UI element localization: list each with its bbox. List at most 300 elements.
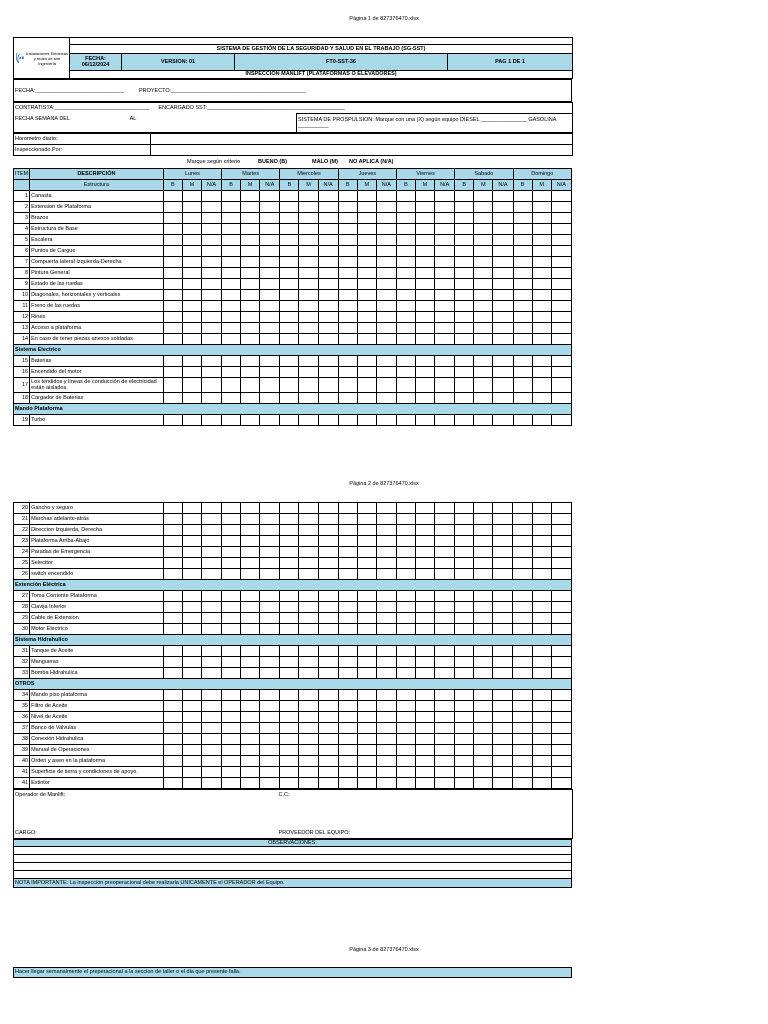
check-cell[interactable]	[513, 334, 532, 345]
check-cell[interactable]	[493, 323, 513, 334]
check-cell[interactable]	[201, 547, 221, 558]
check-cell[interactable]	[299, 323, 318, 334]
check-cell[interactable]	[513, 279, 532, 290]
check-cell[interactable]	[513, 536, 532, 547]
check-cell[interactable]	[318, 745, 338, 756]
check-cell[interactable]	[396, 367, 415, 378]
check-cell[interactable]	[532, 246, 551, 257]
check-cell[interactable]	[280, 367, 299, 378]
check-cell[interactable]	[493, 602, 513, 613]
check-cell[interactable]	[222, 334, 241, 345]
check-cell[interactable]	[357, 257, 376, 268]
check-cell[interactable]	[163, 701, 182, 712]
check-cell[interactable]	[396, 334, 415, 345]
check-cell[interactable]	[280, 334, 299, 345]
check-cell[interactable]	[551, 356, 571, 367]
check-cell[interactable]	[376, 301, 396, 312]
check-cell[interactable]	[318, 246, 338, 257]
check-cell[interactable]	[182, 558, 201, 569]
check-cell[interactable]	[376, 202, 396, 213]
check-cell[interactable]	[474, 191, 493, 202]
check-cell[interactable]	[474, 224, 493, 235]
check-cell[interactable]	[551, 569, 571, 580]
check-cell[interactable]	[416, 734, 435, 745]
check-cell[interactable]	[435, 778, 455, 789]
check-cell[interactable]	[182, 690, 201, 701]
check-cell[interactable]	[318, 301, 338, 312]
check-cell[interactable]	[241, 723, 260, 734]
check-cell[interactable]	[357, 613, 376, 624]
check-cell[interactable]	[513, 191, 532, 202]
check-cell[interactable]	[357, 569, 376, 580]
check-cell[interactable]	[357, 591, 376, 602]
check-cell[interactable]	[513, 235, 532, 246]
check-cell[interactable]	[260, 547, 280, 558]
check-cell[interactable]	[376, 767, 396, 778]
check-cell[interactable]	[493, 213, 513, 224]
check-cell[interactable]	[222, 624, 241, 635]
check-cell[interactable]	[455, 378, 474, 393]
cc-field[interactable]: C.C:	[278, 790, 573, 813]
check-cell[interactable]	[241, 191, 260, 202]
check-cell[interactable]	[532, 657, 551, 668]
check-cell[interactable]	[416, 378, 435, 393]
check-cell[interactable]	[376, 213, 396, 224]
check-cell[interactable]	[338, 745, 357, 756]
check-cell[interactable]	[513, 701, 532, 712]
check-cell[interactable]	[241, 734, 260, 745]
check-cell[interactable]	[513, 558, 532, 569]
check-cell[interactable]	[163, 745, 182, 756]
check-cell[interactable]	[260, 745, 280, 756]
check-cell[interactable]	[551, 268, 571, 279]
check-cell[interactable]	[455, 356, 474, 367]
check-cell[interactable]	[222, 514, 241, 525]
check-cell[interactable]	[551, 290, 571, 301]
check-cell[interactable]	[241, 525, 260, 536]
check-cell[interactable]	[474, 723, 493, 734]
check-cell[interactable]	[416, 235, 435, 246]
check-cell[interactable]	[493, 613, 513, 624]
check-cell[interactable]	[201, 602, 221, 613]
check-cell[interactable]	[357, 213, 376, 224]
check-cell[interactable]	[376, 246, 396, 257]
encargado-field[interactable]: ENCARGADO SST:_____________________________________________	[158, 105, 345, 111]
check-cell[interactable]	[182, 323, 201, 334]
operador-field[interactable]: Operador de Manlift:	[14, 790, 278, 813]
check-cell[interactable]	[416, 624, 435, 635]
check-cell[interactable]	[396, 525, 415, 536]
check-cell[interactable]	[260, 224, 280, 235]
check-cell[interactable]	[455, 646, 474, 657]
check-cell[interactable]	[396, 613, 415, 624]
check-cell[interactable]	[338, 378, 357, 393]
check-cell[interactable]	[455, 257, 474, 268]
check-cell[interactable]	[280, 536, 299, 547]
check-cell[interactable]	[260, 646, 280, 657]
check-cell[interactable]	[338, 334, 357, 345]
check-cell[interactable]	[376, 367, 396, 378]
check-cell[interactable]	[299, 591, 318, 602]
check-cell[interactable]	[182, 415, 201, 426]
check-cell[interactable]	[163, 723, 182, 734]
check-cell[interactable]	[513, 690, 532, 701]
check-cell[interactable]	[201, 268, 221, 279]
check-cell[interactable]	[435, 213, 455, 224]
check-cell[interactable]	[435, 525, 455, 536]
check-cell[interactable]	[396, 657, 415, 668]
check-cell[interactable]	[357, 690, 376, 701]
check-cell[interactable]	[474, 767, 493, 778]
check-cell[interactable]	[551, 367, 571, 378]
check-cell[interactable]	[435, 393, 455, 404]
check-cell[interactable]	[532, 514, 551, 525]
check-cell[interactable]	[318, 279, 338, 290]
check-cell[interactable]	[396, 257, 415, 268]
check-cell[interactable]	[299, 268, 318, 279]
check-cell[interactable]	[201, 734, 221, 745]
check-cell[interactable]	[455, 323, 474, 334]
check-cell[interactable]	[280, 690, 299, 701]
check-cell[interactable]	[201, 745, 221, 756]
check-cell[interactable]	[222, 712, 241, 723]
check-cell[interactable]	[280, 602, 299, 613]
check-cell[interactable]	[532, 602, 551, 613]
check-cell[interactable]	[396, 701, 415, 712]
check-cell[interactable]	[280, 202, 299, 213]
check-cell[interactable]	[280, 323, 299, 334]
check-cell[interactable]	[163, 514, 182, 525]
check-cell[interactable]	[163, 279, 182, 290]
check-cell[interactable]	[201, 657, 221, 668]
check-cell[interactable]	[416, 591, 435, 602]
check-cell[interactable]	[474, 290, 493, 301]
check-cell[interactable]	[299, 224, 318, 235]
check-cell[interactable]	[338, 503, 357, 514]
check-cell[interactable]	[241, 202, 260, 213]
check-cell[interactable]	[163, 257, 182, 268]
check-cell[interactable]	[474, 547, 493, 558]
check-cell[interactable]	[182, 290, 201, 301]
check-cell[interactable]	[182, 536, 201, 547]
check-cell[interactable]	[222, 778, 241, 789]
check-cell[interactable]	[416, 503, 435, 514]
check-cell[interactable]	[416, 202, 435, 213]
check-cell[interactable]	[455, 213, 474, 224]
check-cell[interactable]	[318, 767, 338, 778]
check-cell[interactable]	[357, 378, 376, 393]
check-cell[interactable]	[376, 591, 396, 602]
check-cell[interactable]	[201, 301, 221, 312]
check-cell[interactable]	[532, 191, 551, 202]
check-cell[interactable]	[435, 323, 455, 334]
check-cell[interactable]	[376, 503, 396, 514]
check-cell[interactable]	[416, 334, 435, 345]
check-cell[interactable]	[396, 268, 415, 279]
check-cell[interactable]	[416, 657, 435, 668]
check-cell[interactable]	[299, 290, 318, 301]
check-cell[interactable]	[222, 657, 241, 668]
check-cell[interactable]	[280, 701, 299, 712]
check-cell[interactable]	[241, 367, 260, 378]
check-cell[interactable]	[435, 756, 455, 767]
check-cell[interactable]	[338, 257, 357, 268]
check-cell[interactable]	[241, 415, 260, 426]
check-cell[interactable]	[455, 723, 474, 734]
check-cell[interactable]	[338, 668, 357, 679]
check-cell[interactable]	[396, 415, 415, 426]
check-cell[interactable]	[222, 224, 241, 235]
check-cell[interactable]	[376, 235, 396, 246]
check-cell[interactable]	[396, 356, 415, 367]
check-cell[interactable]	[357, 268, 376, 279]
check-cell[interactable]	[280, 668, 299, 679]
check-cell[interactable]	[376, 646, 396, 657]
check-cell[interactable]	[416, 723, 435, 734]
check-cell[interactable]	[163, 246, 182, 257]
check-cell[interactable]	[222, 745, 241, 756]
check-cell[interactable]	[201, 224, 221, 235]
check-cell[interactable]	[318, 224, 338, 235]
check-cell[interactable]	[551, 312, 571, 323]
check-cell[interactable]	[396, 246, 415, 257]
check-cell[interactable]	[532, 393, 551, 404]
check-cell[interactable]	[260, 525, 280, 536]
check-cell[interactable]	[241, 558, 260, 569]
check-cell[interactable]	[299, 778, 318, 789]
check-cell[interactable]	[163, 624, 182, 635]
check-cell[interactable]	[318, 723, 338, 734]
check-cell[interactable]	[357, 235, 376, 246]
check-cell[interactable]	[338, 624, 357, 635]
check-cell[interactable]	[532, 536, 551, 547]
check-cell[interactable]	[532, 723, 551, 734]
check-cell[interactable]	[396, 279, 415, 290]
check-cell[interactable]	[260, 191, 280, 202]
check-cell[interactable]	[222, 213, 241, 224]
check-cell[interactable]	[357, 723, 376, 734]
check-cell[interactable]	[376, 257, 396, 268]
check-cell[interactable]	[416, 547, 435, 558]
check-cell[interactable]	[163, 569, 182, 580]
check-cell[interactable]	[280, 279, 299, 290]
check-cell[interactable]	[551, 723, 571, 734]
check-cell[interactable]	[241, 602, 260, 613]
check-cell[interactable]	[222, 202, 241, 213]
check-cell[interactable]	[396, 235, 415, 246]
check-cell[interactable]	[396, 213, 415, 224]
check-cell[interactable]	[513, 613, 532, 624]
check-cell[interactable]	[396, 558, 415, 569]
check-cell[interactable]	[260, 503, 280, 514]
check-cell[interactable]	[299, 213, 318, 224]
check-cell[interactable]	[357, 393, 376, 404]
check-cell[interactable]	[455, 547, 474, 558]
check-cell[interactable]	[338, 268, 357, 279]
check-cell[interactable]	[435, 257, 455, 268]
check-cell[interactable]	[493, 415, 513, 426]
check-cell[interactable]	[241, 301, 260, 312]
check-cell[interactable]	[357, 745, 376, 756]
check-cell[interactable]	[182, 547, 201, 558]
check-cell[interactable]	[357, 356, 376, 367]
check-cell[interactable]	[474, 591, 493, 602]
check-cell[interactable]	[318, 734, 338, 745]
check-cell[interactable]	[318, 312, 338, 323]
check-cell[interactable]	[299, 767, 318, 778]
check-cell[interactable]	[474, 602, 493, 613]
check-cell[interactable]	[318, 602, 338, 613]
check-cell[interactable]	[260, 690, 280, 701]
check-cell[interactable]	[222, 268, 241, 279]
check-cell[interactable]	[416, 257, 435, 268]
check-cell[interactable]	[435, 224, 455, 235]
check-cell[interactable]	[338, 701, 357, 712]
check-cell[interactable]	[551, 503, 571, 514]
check-cell[interactable]	[376, 415, 396, 426]
check-cell[interactable]	[376, 279, 396, 290]
check-cell[interactable]	[241, 213, 260, 224]
check-cell[interactable]	[551, 756, 571, 767]
check-cell[interactable]	[551, 393, 571, 404]
check-cell[interactable]	[455, 701, 474, 712]
check-cell[interactable]	[493, 657, 513, 668]
check-cell[interactable]	[513, 503, 532, 514]
check-cell[interactable]	[338, 312, 357, 323]
check-cell[interactable]	[435, 301, 455, 312]
check-cell[interactable]	[299, 367, 318, 378]
check-cell[interactable]	[222, 668, 241, 679]
check-cell[interactable]	[357, 701, 376, 712]
check-cell[interactable]	[493, 235, 513, 246]
check-cell[interactable]	[396, 224, 415, 235]
check-cell[interactable]	[396, 323, 415, 334]
check-cell[interactable]	[474, 301, 493, 312]
check-cell[interactable]	[299, 547, 318, 558]
check-cell[interactable]	[416, 646, 435, 657]
check-cell[interactable]	[280, 415, 299, 426]
check-cell[interactable]	[201, 756, 221, 767]
check-cell[interactable]	[376, 356, 396, 367]
check-cell[interactable]	[201, 202, 221, 213]
check-cell[interactable]	[280, 393, 299, 404]
check-cell[interactable]	[318, 378, 338, 393]
check-cell[interactable]	[299, 712, 318, 723]
check-cell[interactable]	[299, 613, 318, 624]
check-cell[interactable]	[435, 202, 455, 213]
check-cell[interactable]	[455, 301, 474, 312]
check-cell[interactable]	[182, 712, 201, 723]
check-cell[interactable]	[357, 312, 376, 323]
check-cell[interactable]	[416, 213, 435, 224]
check-cell[interactable]	[474, 279, 493, 290]
check-cell[interactable]	[299, 602, 318, 613]
check-cell[interactable]	[318, 690, 338, 701]
check-cell[interactable]	[416, 778, 435, 789]
check-cell[interactable]	[416, 569, 435, 580]
check-cell[interactable]	[299, 646, 318, 657]
check-cell[interactable]	[182, 701, 201, 712]
check-cell[interactable]	[435, 734, 455, 745]
check-cell[interactable]	[260, 558, 280, 569]
check-cell[interactable]	[513, 378, 532, 393]
check-cell[interactable]	[532, 503, 551, 514]
check-cell[interactable]	[551, 224, 571, 235]
check-cell[interactable]	[455, 334, 474, 345]
check-cell[interactable]	[455, 191, 474, 202]
check-cell[interactable]	[222, 591, 241, 602]
check-cell[interactable]	[201, 334, 221, 345]
check-cell[interactable]	[532, 334, 551, 345]
check-cell[interactable]	[222, 602, 241, 613]
check-cell[interactable]	[182, 569, 201, 580]
check-cell[interactable]	[163, 547, 182, 558]
check-cell[interactable]	[338, 756, 357, 767]
check-cell[interactable]	[299, 312, 318, 323]
check-cell[interactable]	[493, 257, 513, 268]
check-cell[interactable]	[260, 290, 280, 301]
check-cell[interactable]	[357, 246, 376, 257]
check-cell[interactable]	[241, 224, 260, 235]
check-cell[interactable]	[493, 334, 513, 345]
check-cell[interactable]	[396, 536, 415, 547]
check-cell[interactable]	[513, 668, 532, 679]
check-cell[interactable]	[474, 657, 493, 668]
check-cell[interactable]	[455, 668, 474, 679]
check-cell[interactable]	[299, 569, 318, 580]
check-cell[interactable]	[299, 334, 318, 345]
check-cell[interactable]	[474, 525, 493, 536]
check-cell[interactable]	[182, 668, 201, 679]
check-cell[interactable]	[280, 723, 299, 734]
check-cell[interactable]	[241, 235, 260, 246]
check-cell[interactable]	[241, 657, 260, 668]
check-cell[interactable]	[513, 712, 532, 723]
check-cell[interactable]	[260, 367, 280, 378]
check-cell[interactable]	[416, 514, 435, 525]
check-cell[interactable]	[357, 602, 376, 613]
check-cell[interactable]	[222, 246, 241, 257]
check-cell[interactable]	[513, 224, 532, 235]
check-cell[interactable]	[416, 415, 435, 426]
check-cell[interactable]	[299, 668, 318, 679]
check-cell[interactable]	[260, 712, 280, 723]
check-cell[interactable]	[376, 602, 396, 613]
check-cell[interactable]	[260, 657, 280, 668]
check-cell[interactable]	[338, 246, 357, 257]
check-cell[interactable]	[318, 323, 338, 334]
check-cell[interactable]	[338, 778, 357, 789]
check-cell[interactable]	[396, 191, 415, 202]
check-cell[interactable]	[493, 312, 513, 323]
check-cell[interactable]	[551, 778, 571, 789]
check-cell[interactable]	[222, 279, 241, 290]
check-cell[interactable]	[493, 393, 513, 404]
check-cell[interactable]	[357, 778, 376, 789]
check-cell[interactable]	[182, 257, 201, 268]
check-cell[interactable]	[222, 547, 241, 558]
check-cell[interactable]	[201, 290, 221, 301]
check-cell[interactable]	[241, 334, 260, 345]
check-cell[interactable]	[201, 235, 221, 246]
check-cell[interactable]	[260, 202, 280, 213]
check-cell[interactable]	[435, 624, 455, 635]
check-cell[interactable]	[551, 558, 571, 569]
check-cell[interactable]	[493, 202, 513, 213]
check-cell[interactable]	[376, 778, 396, 789]
check-cell[interactable]	[182, 367, 201, 378]
check-cell[interactable]	[182, 734, 201, 745]
